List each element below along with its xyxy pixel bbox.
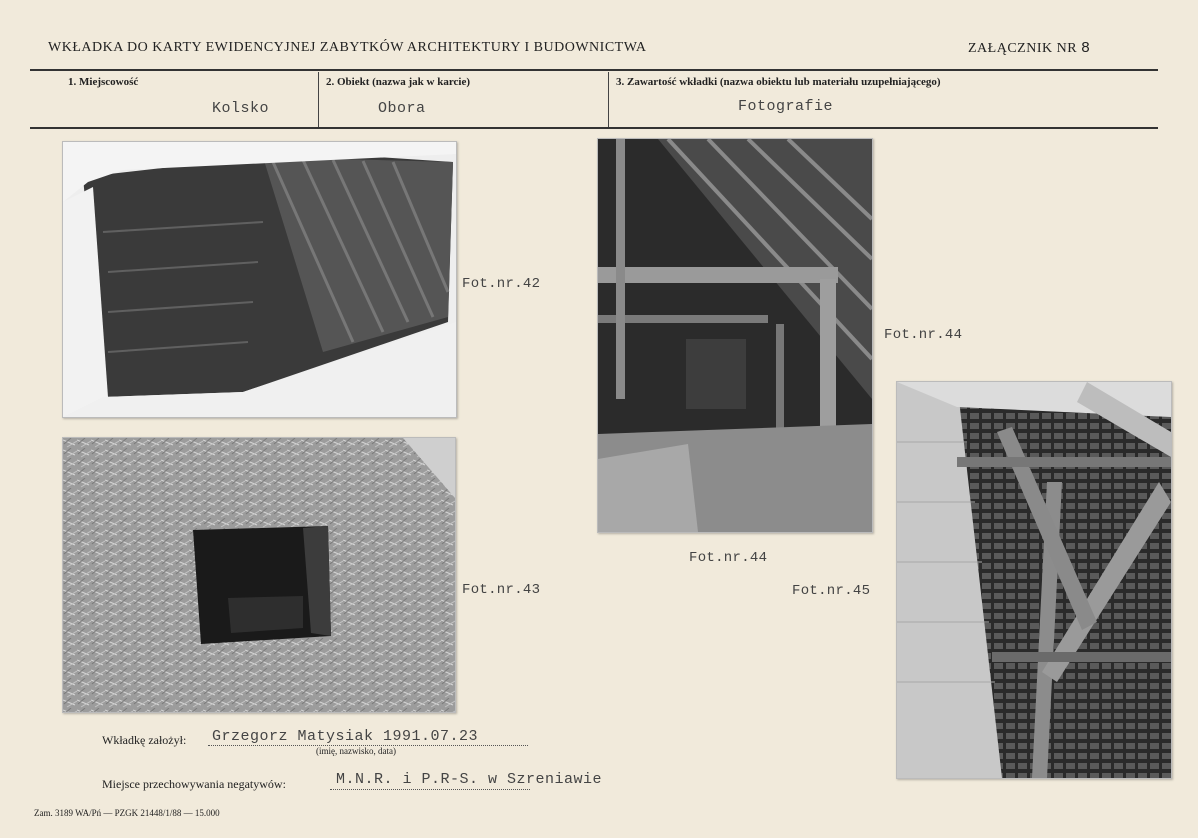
photo-43-image: [63, 438, 455, 712]
photo-42: [62, 141, 457, 418]
photo-44a: [597, 138, 873, 533]
photo-43: [62, 437, 456, 713]
photo-42-caption: Fot.nr.42: [462, 276, 541, 292]
photo-44a-caption: Fot.nr.44: [884, 327, 963, 343]
annex-label: [968, 40, 1091, 57]
field-divider-1: [318, 72, 319, 127]
sheet-title: WKŁADKA DO KARTY EWIDENCYJNEJ ZABYTKÓW ARCHITEKTURY I BUDOWNICTWA: [48, 40, 647, 55]
storage-line: [330, 789, 530, 790]
photo-44a-image: [598, 139, 872, 532]
annex-number: 8: [1081, 40, 1091, 57]
top-rule: [30, 69, 1158, 71]
content-label: 3. Zawartość wkładki (nazwa obiektu lub materiału uzupełniającego): [616, 76, 941, 88]
storage-label: Miejsce przechowywania negatywów:: [102, 777, 286, 791]
photo-45-caption: Fot.nr.45: [792, 583, 871, 599]
object-label: 2. Obiekt (nazwa jak w karcie): [326, 76, 471, 88]
bottom-rule: [30, 127, 1158, 129]
storage-value: M.N.R. i P.R-S. w Szreniawie: [336, 771, 603, 788]
content-value: Fotografie: [738, 98, 834, 115]
locality-value: Kolsko: [212, 100, 270, 117]
photo-44b-caption: Fot.nr.44: [689, 550, 768, 566]
founded-label: Wkładkę założył:: [102, 733, 187, 747]
photo-45: [896, 381, 1172, 779]
founded-hint: (imię, nazwisko, data): [316, 746, 396, 756]
object-value: Obora: [378, 100, 426, 117]
print-footer: Zam. 3189 WA/Pń — PZGK 21448/1/88 — 15.000: [34, 808, 220, 818]
annex-label-text: ZAŁĄCZNIK NR: [968, 41, 1078, 56]
founded-value: Grzegorz Matysiak 1991.07.23: [212, 728, 479, 745]
locality-label: 1. Miejscowość: [68, 76, 139, 88]
field-divider-2: [608, 72, 609, 127]
photo-45-image: [897, 382, 1171, 778]
photo-42-image: [63, 142, 456, 417]
photo-43-caption: Fot.nr.43: [462, 582, 541, 598]
